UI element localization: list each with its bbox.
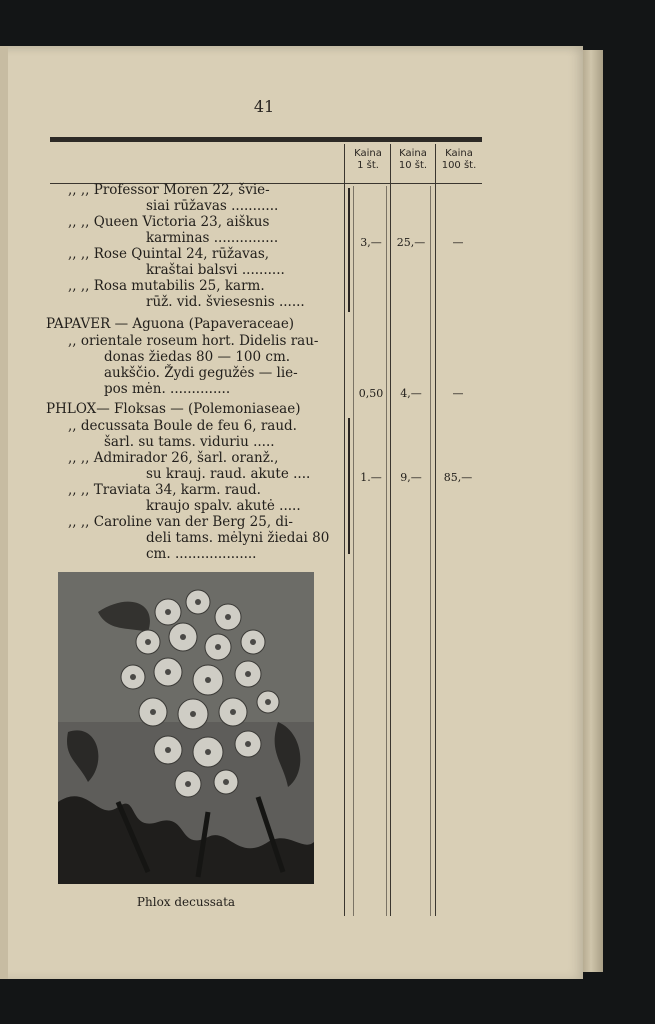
price-1-group3: 1.— [360, 471, 382, 484]
entry-line: deli tams. mėlyni žiedai 80 [146, 530, 330, 546]
header-price-10-label: Kaina [399, 148, 427, 159]
entry-line: ,, ,, Professor Moren 22, švie- [68, 182, 270, 198]
entry-line: ,, decussata Boule de feu 6, raud. [68, 418, 297, 434]
phlox-illustration [58, 572, 314, 884]
header-price-100-unit: 100 št. [441, 160, 477, 171]
entry-line: ,, ,, Caroline van der Berg 25, di- [68, 514, 293, 530]
entry-line: karminas ............... [146, 230, 279, 246]
entry-line: su krauj. raud. akute .... [146, 466, 311, 482]
entry-line: kraujo spalv. akutė ..... [146, 498, 301, 514]
price-10-group1: 25,— [396, 236, 426, 249]
header-price-10 [392, 148, 434, 172]
entry-line: ,, ,, Admirador 26, šarl. oranž., [68, 450, 279, 466]
entry-line: rūž. vid. šviesesnis ...... [146, 294, 305, 310]
entry-line: ,, ,, Rose Quintal 24, rūžavas, [68, 246, 270, 262]
column-divider-2 [390, 144, 391, 916]
table-top-rule [50, 137, 482, 142]
column-divider-3b [430, 186, 431, 916]
section-heading-phlox: PHLOX— Floksas — (Polemoniaseae) [46, 401, 301, 417]
entry-line: donas žiedas 80 — 100 cm. [104, 349, 291, 365]
entry-line: pos mėn. .............. [104, 381, 231, 397]
page-number: 41 [253, 97, 275, 116]
entry-line: ,, orientale roseum hort. Didelis rau- [68, 333, 319, 349]
column-divider-1 [344, 144, 345, 916]
entry-line: ,, ,, Traviata 34, karm. raud. [68, 482, 261, 498]
header-price-100 [437, 148, 481, 172]
price-100-group3: 85,— [443, 471, 473, 484]
group-bracket-2 [348, 418, 350, 554]
entry-line: cm. ................... [146, 546, 257, 562]
entry-line: šarl. su tams. viduriu ..... [104, 434, 275, 450]
price-10-group3: 9,— [400, 471, 422, 484]
header-price-1-unit: 1 št. [357, 160, 379, 171]
entry-line: siai rūžavas ........... [146, 198, 279, 214]
entry-line: ,, ,, Queen Victoria 23, aiškus [68, 214, 270, 230]
header-price-1 [347, 148, 389, 172]
header-price-10-unit: 10 št. [398, 160, 428, 171]
group-bracket-1 [348, 188, 350, 312]
price-1-group1: 3,— [360, 236, 382, 249]
price-1-group2: 0,50 [358, 387, 384, 400]
price-100-group1: — [452, 236, 464, 249]
photo-caption: Phlox decussata [136, 895, 236, 909]
phlox-photograph [58, 572, 314, 884]
price-100-group2: — [452, 387, 464, 400]
section-heading-papaver: PAPAVER — Aguona (Papaveraceae) [46, 316, 295, 332]
header-price-100-label: Kaina [445, 148, 473, 159]
column-divider-3 [435, 144, 436, 916]
entry-line: aukščio. Žydi gegužės — lie- [104, 365, 298, 381]
column-divider-2b [386, 186, 387, 916]
page-stack-edge [583, 50, 603, 972]
header-price-1-label: Kaina [354, 148, 382, 159]
page-binding-edge [0, 46, 8, 979]
column-divider-1b [353, 186, 354, 916]
entry-line: kraštai balsvi .......... [146, 262, 285, 278]
price-10-group2: 4,— [400, 387, 422, 400]
entry-line: ,, ,, Rosa mutabilis 25, karm. [68, 278, 265, 294]
